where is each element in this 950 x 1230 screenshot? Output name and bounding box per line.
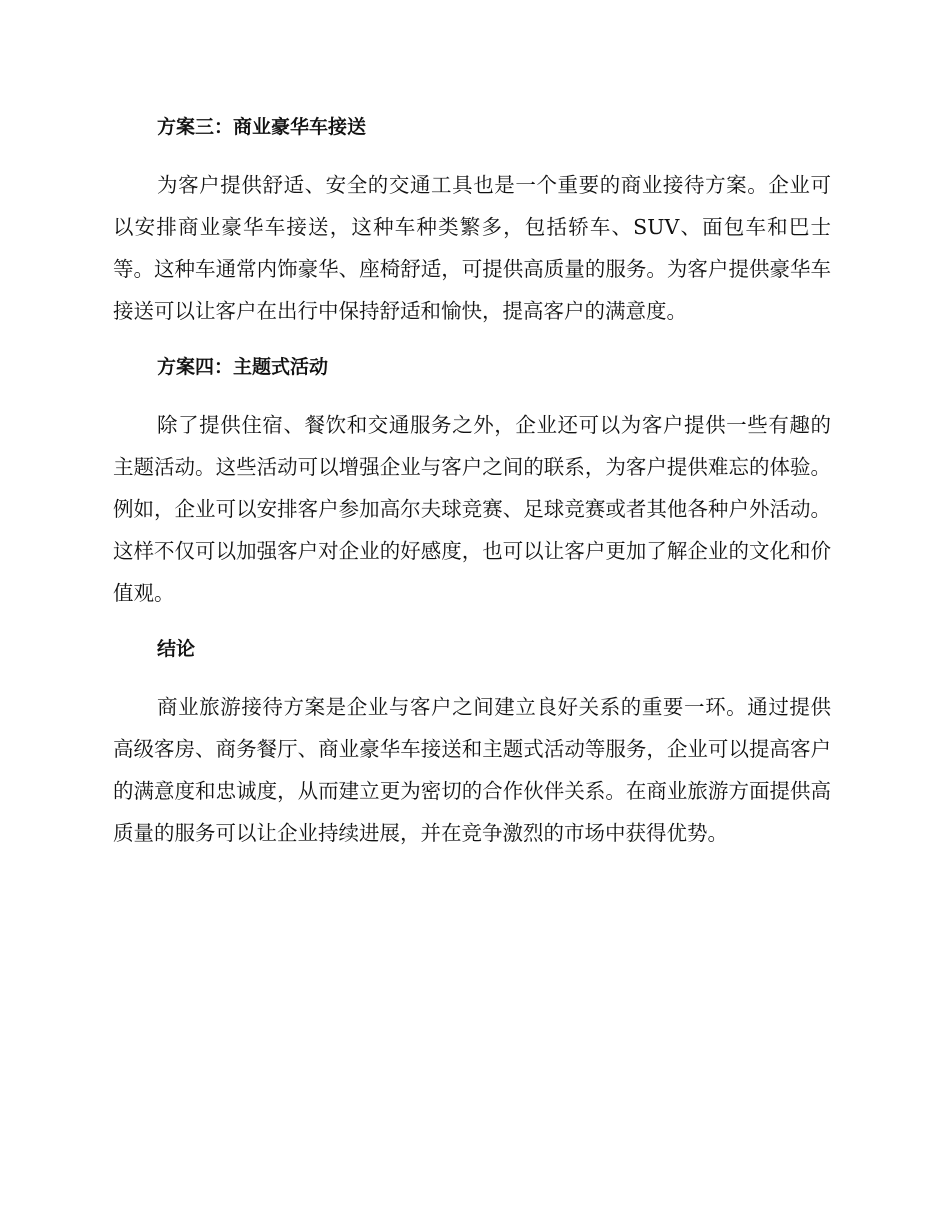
section-paragraph-conclusion: 商业旅游接待方案是企业与客户之间建立良好关系的重要一环。通过提供高级客房、商务餐厅、商业豪华车接送和主题式活动等服务，企业可以提高客户的满意度和忠诚度，从而建立更为密切的合作伙伴关系。在商业旅游方面提供高质量的服务可以让企业持续进展，并在竞争激烈的市场中获得优势。 [113, 695, 831, 845]
section-paragraph-plan-four: 除了提供住宿、餐饮和交通服务之外，企业还可以为客户提供一些有趣的主题活动。这些活动可以增强企业与客户之间的联系，为客户提供难忘的体验。例如，企业可以安排客户参加高尔夫球竞赛、足球竞赛或者其他各种户外活动。这样不仅可以加强客户对企业的好感度，也可以让客户更加了解企业的文化和价值观。 [113, 413, 831, 605]
section-paragraph-plan-three: 为客户提供舒适、安全的交通工具也是一个重要的商业接待方案。企业可以安排商业豪华车接送，这种车种类繁多，包括轿车、SUV、面包车和巴士等。这种车通常内饰豪华、座椅舒适，可提供高质量的服务。为客户提供豪华车接送可以让客户在出行中保持舒适和愉快，提高客户的满意度。 [113, 173, 831, 323]
section-heading-plan-four: 方案四：主题式活动 [157, 356, 329, 378]
document-body [113, 108, 831, 854]
section-heading-plan-three: 方案三：商业豪华车接送 [157, 116, 367, 138]
section-heading-conclusion: 结论 [157, 638, 196, 660]
